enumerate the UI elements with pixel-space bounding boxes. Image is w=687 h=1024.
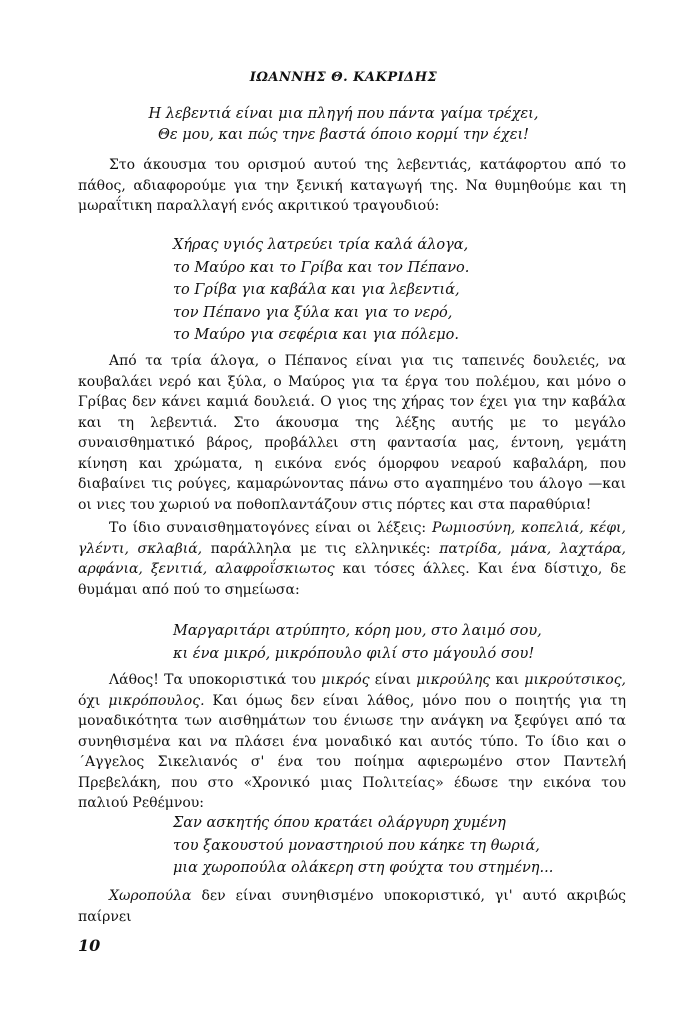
italic-word: μικρός	[321, 672, 370, 688]
paragraph-text: Από τα τρία άλογα, ο Πέπανος είναι για τις ταπεινές δουλειές, να κουβαλάει νερό και ξύλα, ο Μαύρος για τα έργα του πολέμου, και μόνο ο Γρίβας δεν κάνει καμιά δουλειά. Ο γιος της χήρας τον έχει για την καβάλα και τη λεβεντιά. Στο άκουσμα της λέξης αυτής με το μεγάλο συναισθηματικό βάρος, προβάλλει στη φαντασία μας, έντονη, γεμάτη κίνηση και χρώματα, η εικόνα ενός όμορφου νεαρού καβαλάρη, που διαβαίνει τις ρούγες, καμαρώνοντας πάνω στο αγαπημένο του άλογο —και οι νιες του χωριού να ποθοπλαντάζουν στις πόρτες και στα παραθύρια!	[78, 353, 626, 513]
paragraph-text: και τόσες άλλες. Και ένα δίστιχο, δε θυμάμαι από πού το σημείωσα:	[78, 561, 626, 598]
verse-line: Σαν ασκητής όπου κρατάει ολάργυρη χυμένη	[173, 815, 506, 831]
italic-word: μικρόπουλος.	[108, 692, 205, 709]
body-paragraph-3	[78, 518, 626, 600]
verse-line: το Μαύρο για σεφέρια και για πόλεμο.	[173, 327, 459, 343]
paragraph-text: Στο άκουσμα του ορισμού αυτού της λεβεντιάς, κατάφορτου από το πάθος, αδιαφορούμε για την ξενική καταγωγή της. Να θυμηθούμε και τη μωραΐτικη παραλλαγή ενός ακριτικού τραγουδιού:	[78, 157, 626, 214]
paragraph-text: δεν είναι συνηθισμένο υποκοριστικό, γι' αυτό ακριβώς παίρνει	[78, 888, 626, 925]
epigraph-couplet	[0, 104, 687, 146]
italic-word: Χωροπούλα	[109, 888, 192, 904]
verse-line: του ξακουστού μοναστηριού που κάηκε τη θωριά,	[173, 837, 540, 854]
paragraph-text: παράλληλα με τις ελληνικές:	[202, 540, 440, 557]
verse-block-3	[173, 812, 633, 880]
paragraph-text: Λάθος! Τα υποκοριστικά του	[109, 672, 322, 688]
italic-word: μικρούτσικος,	[524, 672, 626, 688]
verse-block-1	[173, 234, 633, 347]
verse-line: Μαργαριτάρι ατρύπητο, κόρη μου, στο λαιμό σου,	[173, 623, 542, 639]
paragraph-text: όχι	[78, 692, 109, 709]
body-paragraph-5	[78, 886, 626, 927]
paragraph-text: Και όμως δεν είναι λάθος, μόνο που ο ποιητής για τη μοναδικότητα των αισθημάτων του ένιωσε την ανάγκη να ξεφύγει από τα συνηθισμένα και να πλάσει ένα μοναδικό και αυτός τύπο. Το ίδιο και ο ΄Αγγελος Σικελιανός σ' ένα του ποίημα αφιερωμένο στον Παντελή Πρεβελάκη, που στο «Χρονικό μιας Πολιτείας» έδωσε την εικόνα του παλιού Ρεθέμνου:	[78, 692, 626, 811]
verse-line: το Γρίβα για καβάλα και για λεβεντιά,	[173, 282, 460, 298]
paragraph-text: και	[490, 672, 525, 688]
epigraph-line: Θε μου, και πώς τηνε βαστά όποιο κορμί την έχει!	[157, 127, 530, 143]
verse-line: Χήρας υγιός λατρεύει τρία καλά άλογα,	[173, 237, 469, 253]
verse-line: μια χωροπούλα ολάκερη στη φούχτα του στημένη...	[173, 860, 554, 876]
verse-line: κι ένα μικρό, μικρόπουλο φιλί στο μάγουλό σου!	[173, 645, 535, 662]
body-paragraph-1	[78, 155, 626, 217]
verse-line: τον Πέπανο για ξύλα και για το νερό,	[173, 304, 453, 321]
verse-line: το Μαύρο και το Γρίβα και τον Πέπανο.	[173, 259, 470, 276]
italic-word-list: Ρωμιοσύνη, κοπελιά, κέφι, γλέντι, σκλαβιά,	[78, 520, 626, 557]
body-paragraph-2	[78, 351, 626, 515]
body-paragraph-4	[78, 670, 626, 814]
paragraph-text: Το ίδιο συναισθηματογόνες είναι οι λέξεις:	[109, 520, 432, 536]
paragraph-text: είναι	[369, 672, 417, 688]
verse-block-2	[173, 620, 633, 665]
italic-word: μικρούλης	[416, 672, 491, 688]
page-number: 10	[78, 936, 101, 955]
epigraph-line: Η λεβεντιά είναι μια πληγή που πάντα γαίμα τρέχει,	[148, 106, 539, 122]
italic-word-list: πατρίδα, μάνα, λαχτάρα, αρφάνια, ξενιτιά, αλαφροΐσκιωτος	[78, 540, 626, 577]
running-header: ΙΩΑΝΝΗΣ Θ. ΚΑΚΡΙΔΗΣ	[249, 70, 438, 85]
